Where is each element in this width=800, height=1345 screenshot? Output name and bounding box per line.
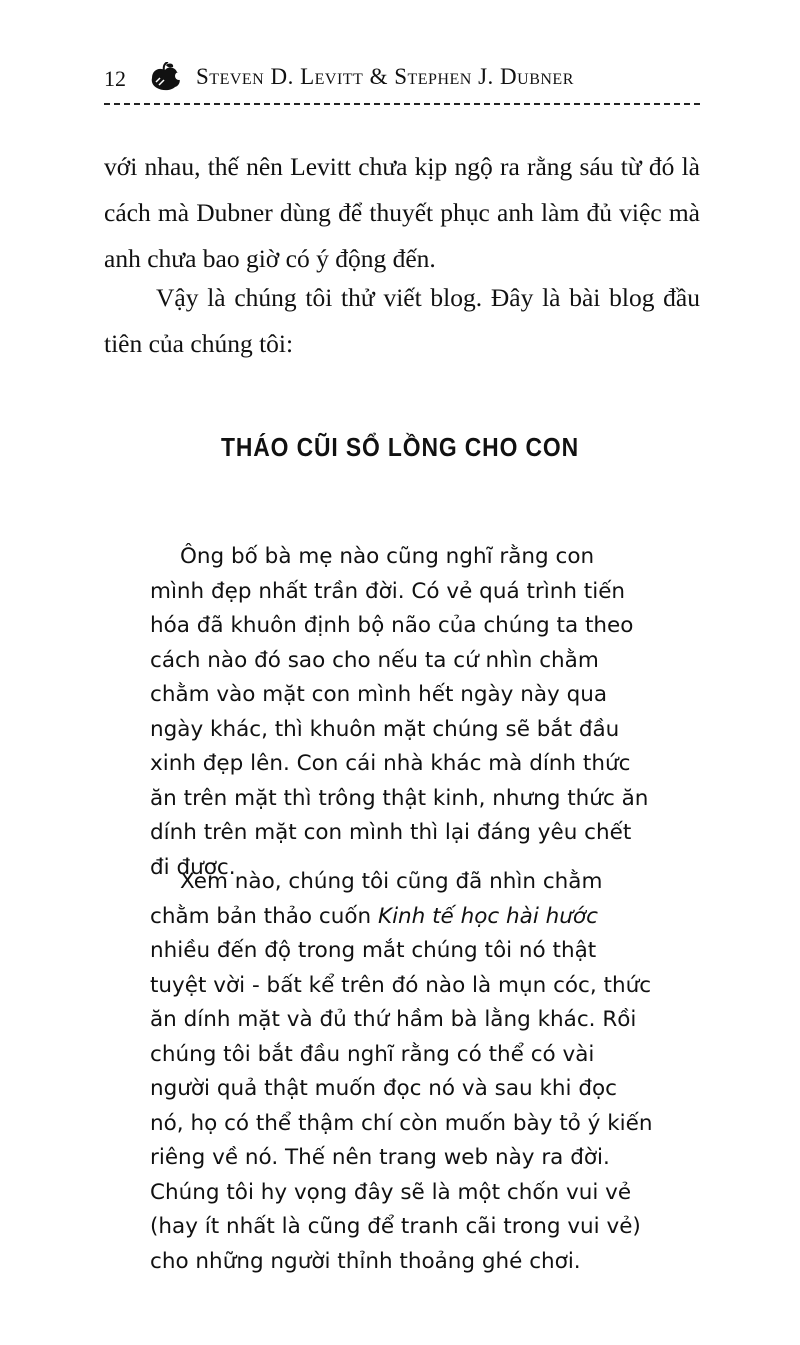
book-title: Kinh tế học hài hước [377,903,598,929]
blog-paragraph [150,865,654,1279]
section-title: THÁO CŨI SỔ LỒNG CHO CON [221,432,579,462]
blog-text: nhiều đến độ trong mắt chúng tôi nó thật tuyệt vời - bất kể trên đó nào là mụn cóc, thức ăn dính mặt và đủ thứ hầm bà lằng khác. Rồi chúng tôi bắt đầu nghĩ rằng có thể có vài người quả thật muốn đọc nó và sau khi đọc nó, họ có thể thậm chí còn muốn bày tỏ ý kiến riêng về nó. Thế nên trang web này ra đời. Chúng tôi hy vọng đây sẽ là một chốn vui vẻ (hay ít nhất là cũng để tranh cãi trong vui vẻ) cho những người thỉnh thoảng ghé chơi. [150,938,653,1274]
body-paragraph: với nhau, thế nên Levitt chưa kịp ngộ ra rằng sáu từ đó là cách mà Dubner dùng để thuyết phục anh làm đủ việc mà anh chưa bao giờ có ý động đến. [104,152,700,273]
body-paragraph: Vậy là chúng tôi thử viết blog. Đây là bài blog đầu tiên của chúng tôi: [104,283,700,358]
blog-text: Xem nào, chúng tôi cũng đã nhìn chằm chằm bản thảo cuốn [150,869,603,929]
page-header [104,60,704,100]
bitten-apple-icon [146,62,186,92]
page-number: 12 [104,66,126,91]
blog-paragraph: Ông bố bà mẹ nào cũng nghĩ rằng con mình đẹp nhất trần đời. Có vẻ quá trình tiến hóa đã khuôn định bộ não của chúng ta theo cách nào đó sao cho nếu ta cứ nhìn chằm chằm vào mặt con mình hết ngày này qua ngày khác, thì khuôn mặt chúng sẽ bắt đầu xinh đẹp lên. Con cái nhà khác mà dính thức ăn trên mặt thì trông thật kinh, nhưng thức ăn dính trên mặt con mình thì lại đáng yêu chết đi được. [150,544,649,880]
running-head: Steven D. Levitt & Stephen J. Dubner [196,64,574,89]
header-divider [104,103,700,105]
